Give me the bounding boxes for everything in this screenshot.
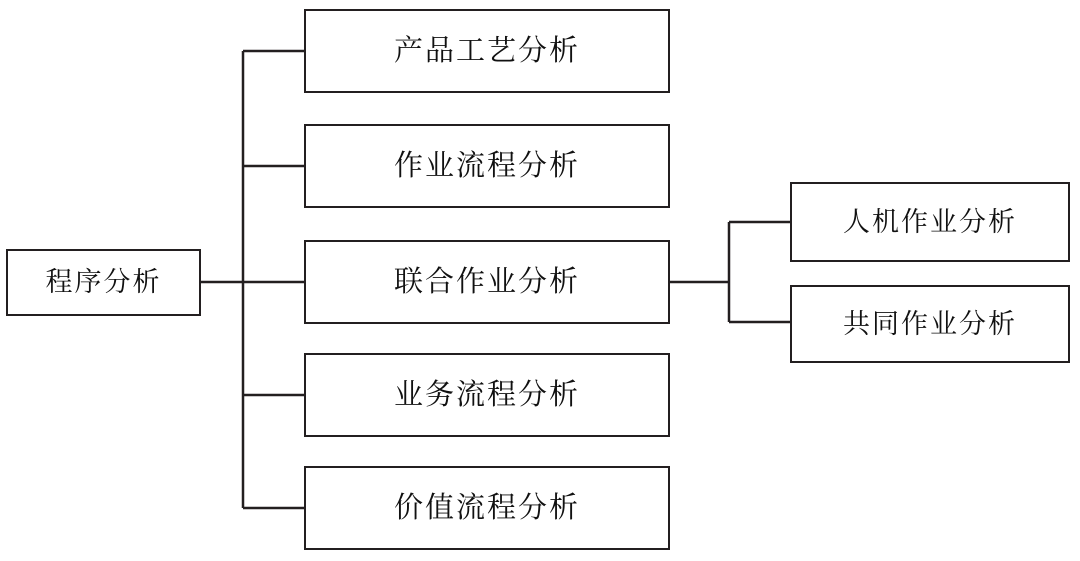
node-branch-4[interactable] bbox=[304, 353, 670, 437]
node-branch-1-label: 产品工艺分析 bbox=[393, 34, 580, 67]
node-branch-3[interactable] bbox=[304, 240, 670, 324]
node-branch-5-label: 价值流程分析 bbox=[393, 491, 580, 524]
node-subbranch-2-label: 共同作业分析 bbox=[843, 308, 1017, 339]
node-root-label: 程序分析 bbox=[45, 267, 162, 297]
node-subbranch-1[interactable] bbox=[790, 182, 1070, 262]
node-subbranch-2[interactable] bbox=[790, 285, 1070, 363]
node-branch-1[interactable] bbox=[304, 9, 670, 93]
node-branch-2-label: 作业流程分析 bbox=[393, 149, 580, 182]
node-root[interactable] bbox=[6, 249, 201, 316]
node-branch-3-label: 联合作业分析 bbox=[393, 265, 580, 298]
node-branch-4-label: 业务流程分析 bbox=[393, 378, 580, 411]
node-subbranch-1-label: 人机作业分析 bbox=[843, 206, 1017, 237]
node-branch-2[interactable] bbox=[304, 124, 670, 208]
node-branch-5[interactable] bbox=[304, 466, 670, 550]
